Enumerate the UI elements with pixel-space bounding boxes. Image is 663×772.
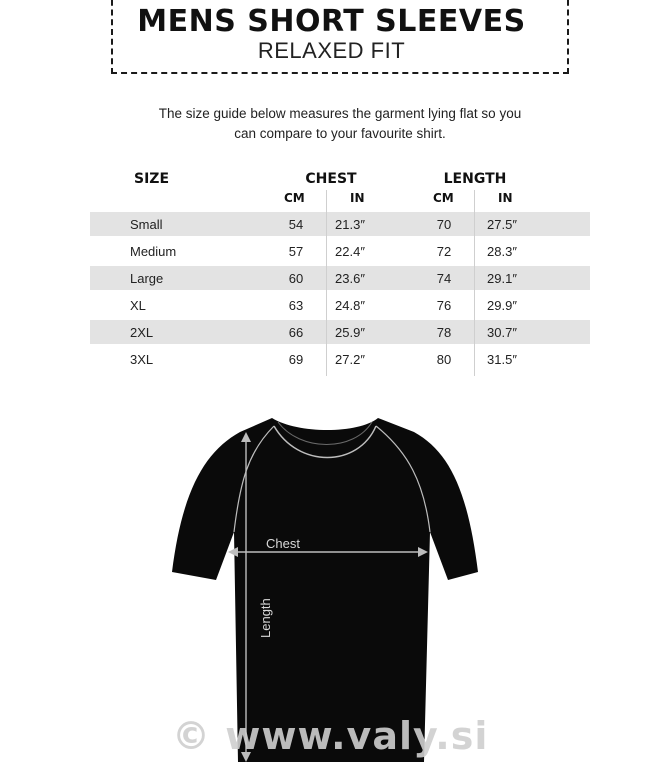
length-cm-header: CM [433,191,454,205]
size-cell: Small [130,217,163,232]
length-cm-cell: 74 [436,271,452,286]
table-row [90,266,590,290]
length-divider [474,190,475,376]
chest-cm-cell: 69 [288,352,304,367]
watermark: © www.valy.si [172,714,489,758]
chest-in-cell: 25.9″ [335,325,365,340]
table-row [90,293,590,317]
length-cm-cell: 76 [436,298,452,313]
chest-in-cell: 23.6″ [335,271,365,286]
length-in-cell: 30.7″ [487,325,517,340]
length-cm-cell: 70 [436,217,452,232]
table-row [90,347,590,371]
intro-text [120,104,560,144]
size-cell: 2XL [130,325,154,340]
page-title: MENS SHORT SLEEVES [137,4,526,39]
length-column-header: LENGTH [443,171,507,187]
chest-cm-cell: 66 [288,325,304,340]
length-cm-cell: 80 [436,352,452,367]
length-cm-cell: 78 [436,325,452,340]
chest-in-cell: 21.3″ [335,217,365,232]
chest-in-cell: 24.8″ [335,298,365,313]
chest-in-header: IN [350,191,365,205]
length-cm-cell: 72 [436,244,452,259]
length-in-cell: 29.9″ [487,298,517,313]
page-subtitle: RELAXED FIT [257,38,406,63]
size-cell: Large [130,271,164,286]
chest-cm-header: CM [284,191,305,205]
table-row [90,239,590,263]
chest-cm-cell: 54 [288,217,304,232]
table-row [90,320,590,344]
chest-column-header: CHEST [305,171,357,187]
size-cell: XL [130,298,146,313]
tshirt-body [172,418,478,762]
chest-divider [326,190,327,376]
table-row [90,212,590,236]
chest-arrow-left [228,547,238,557]
chest-in-cell: 27.2″ [335,352,365,367]
chest-cm-cell: 57 [288,244,304,259]
length-in-cell: 27.5″ [487,217,517,232]
intro-line-1: The size guide below measures the garment lying flat so you [158,106,522,121]
chest-label: Chest [266,536,300,551]
size-column-header: SIZE [134,171,170,187]
length-in-cell: 29.1″ [487,271,517,286]
chest-in-cell: 22.4″ [335,244,365,259]
size-cell: 3XL [130,352,154,367]
length-in-cell: 28.3″ [487,244,517,259]
length-in-cell: 31.5″ [487,352,517,367]
length-label: Length [258,598,273,638]
length-in-header: IN [498,191,513,205]
chest-cm-cell: 60 [288,271,304,286]
chest-cm-cell: 63 [288,298,304,313]
intro-line-2: can compare to your favourite shirt. [234,126,446,141]
size-cell: Medium [130,244,177,259]
